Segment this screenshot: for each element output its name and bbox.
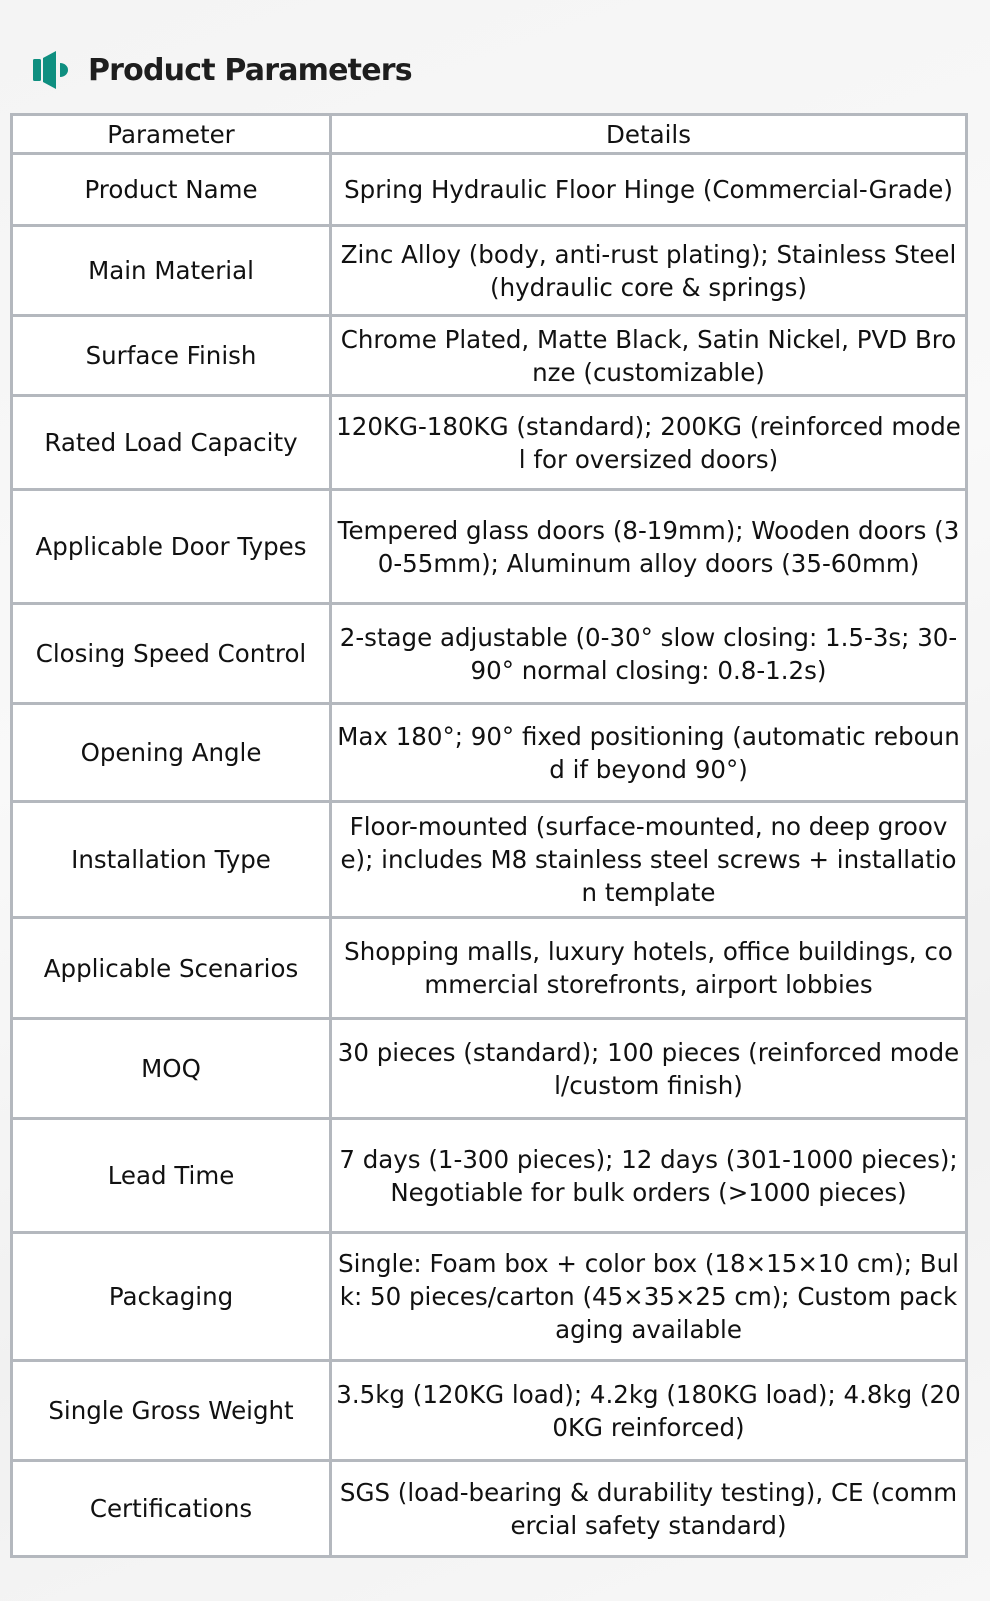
table-row [12,1119,967,1233]
details-cell: Tempered glass doors (8-19mm); Wooden doors (30-55mm); Aluminum alloy doors (35-60mm) [331,490,967,604]
section-title: Product Parameters [88,52,412,88]
parameter-cell: Lead Time [12,1119,331,1233]
table-row [12,704,967,802]
details-cell: SGS (load-bearing & durability testing), CE (commercial safety standard) [331,1461,967,1557]
table-row [12,316,967,396]
table-row [12,1361,967,1461]
details-cell: 7 days (1-300 pieces); 12 days (301-1000 pieces); Negotiable for bulk orders (>1000 pieces) [331,1119,967,1233]
parameter-cell: Single Gross Weight [12,1361,331,1461]
table-row [12,490,967,604]
details-cell: 120KG-180KG (standard); 200KG (reinforced model for oversized doors) [331,396,967,490]
section-header [32,48,412,92]
details-cell: Floor-mounted (surface-mounted, no deep groove); includes M8 stainless steel screws + installation template [331,802,967,918]
table-row [12,604,967,704]
details-cell: 2-stage adjustable (0-30° slow closing: 1.5-3s; 30-90° normal closing: 0.8-1.2s) [331,604,967,704]
parameter-cell: Product Name [12,154,331,226]
parameter-cell: Closing Speed Control [12,604,331,704]
parameter-cell: Applicable Door Types [12,490,331,604]
details-cell: Chrome Plated, Matte Black, Satin Nickel, PVD Bronze (customizable) [331,316,967,396]
speaker-icon [32,50,70,90]
parameter-cell: Certifications [12,1461,331,1557]
details-cell: Single: Foam box + color box (18×15×10 cm); Bulk: 50 pieces/carton (45×35×25 cm); Custom packaging available [331,1233,967,1361]
parameter-cell: Applicable Scenarios [12,918,331,1019]
parameter-cell: MOQ [12,1019,331,1119]
table-row [12,396,967,490]
details-cell: Max 180°; 90° fixed positioning (automatic rebound if beyond 90°) [331,704,967,802]
details-cell: Spring Hydraulic Floor Hinge (Commercial-Grade) [331,154,967,226]
parameter-cell: Surface Finish [12,316,331,396]
table-row [12,1019,967,1119]
table-header-row [12,115,967,154]
column-header-parameter: Parameter [12,115,331,154]
parameter-cell: Opening Angle [12,704,331,802]
product-parameters-table [10,113,968,1558]
table-row [12,154,967,226]
details-cell: Shopping malls, luxury hotels, office buildings, commercial storefronts, airport lobbies [331,918,967,1019]
details-cell: 30 pieces (standard); 100 pieces (reinforced model/custom finish) [331,1019,967,1119]
details-cell: Zinc Alloy (body, anti-rust plating); Stainless Steel (hydraulic core & springs) [331,226,967,316]
parameter-cell: Installation Type [12,802,331,918]
table-row [12,226,967,316]
table-row [12,1233,967,1361]
table-row [12,1461,967,1557]
details-cell: 3.5kg (120KG load); 4.2kg (180KG load); 4.8kg (200KG reinforced) [331,1361,967,1461]
parameter-cell: Main Material [12,226,331,316]
table-row [12,918,967,1019]
parameter-cell: Packaging [12,1233,331,1361]
column-header-details: Details [331,115,967,154]
parameter-cell: Rated Load Capacity [12,396,331,490]
table-row [12,802,967,918]
